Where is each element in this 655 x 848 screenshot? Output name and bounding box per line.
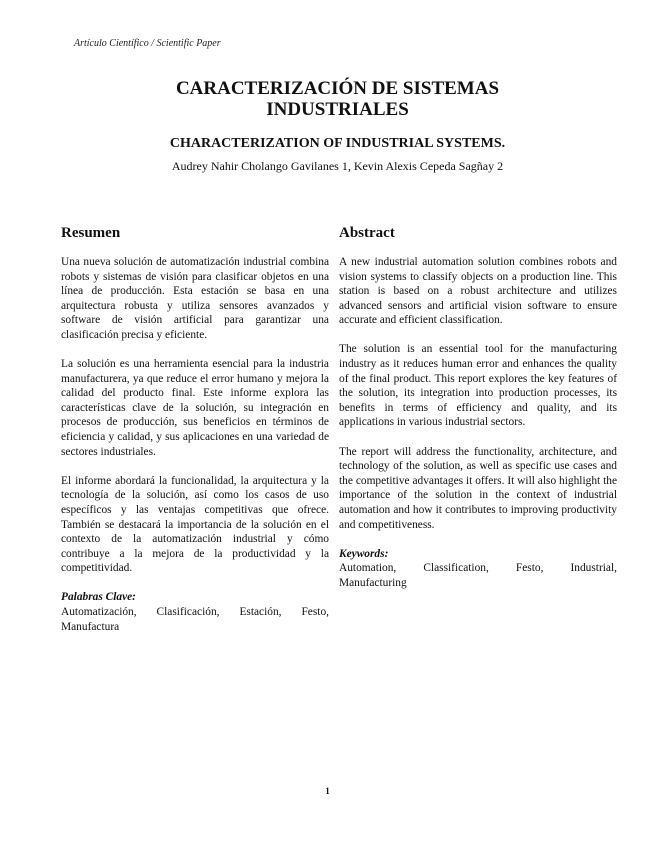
- abstract-keywords-line-2: Manufacturing: [339, 576, 407, 589]
- resumen-heading: Resumen: [61, 225, 121, 241]
- resumen-paragraph-2: La solución es una herramienta esencial para la industria manufacturera, ya que reduce el error humano y mejora la calidad del producto final. Este informe explora las características clave de la solución, su integración en procesos de producción, sus beneficios en términos de eficiencia y calidad, y sus aplicaciones en una variedad de sectores industriales.: [61, 358, 329, 458]
- abstract-paragraph-1: A new industrial automation solution combines robots and vision systems to classify objects on a production line. This station is based on a robust architecture and utilizes advanced sensors and artificial vision software to ensure accurate and efficient classification.: [339, 256, 617, 327]
- resumen-paragraph-3: El informe abordará la funcionalidad, la arquitectura y la tecnología de la solución, así como los casos de uso específicos y las ventajas competitivas que ofrece. También se destacará la importancia de la solución en el contexto de la automatización industrial y cómo contribuye a la mejora de la productividad y la competitividad.: [61, 474, 329, 575]
- abstract-paragraph-3: The report will address the functionality, architecture, and technology of the solution, as well as specific use cases and the competitive advantages it offers. It will also highlight the importance of the solution in the context of industrial automation and how it contributes to improving productivity and competitiveness.: [339, 445, 617, 531]
- abstract-keywords-line-1: Automation, Classification, Festo, Industrial,: [339, 562, 617, 575]
- abstract-keywords-label: Keywords:: [339, 547, 389, 560]
- paper-title: [120, 78, 555, 120]
- resumen-keywords-label: Palabras Clave:: [61, 591, 136, 604]
- paper-title-line-1: CARACTERIZACIÓN DE SISTEMAS: [175, 78, 500, 99]
- abstract-paragraph-2: The solution is an essential tool for the manufacturing industry as it reduces human error and enhances the quality of the final product. This report explores the key features of the solution, its integration into production processes, its benefits in terms of efficiency and quality, and its applications in various industrial sectors.: [339, 343, 617, 429]
- resumen-paragraph-1: Una nueva solución de automatización industrial combina robots y sistemas de visión para clasificar objetos en una línea de producción. Esta estación se basa en una arquitectura robusta y utiliza sensores avanzados y software de visión artificial para garantizar una clasificación precisa y eficiente.: [61, 256, 329, 341]
- paper-title-line-2: INDUSTRIALES: [266, 99, 409, 120]
- author-list: Audrey Nahir Cholango Gavilanes 1, Kevin Alexis Cepeda Sagñay 2: [171, 159, 504, 173]
- page-number: 1: [325, 786, 330, 796]
- resumen-column: [61, 225, 329, 634]
- paper-subtitle: CHARACTERIZATION OF INDUSTRIAL SYSTEMS.: [169, 136, 506, 151]
- abstract-column: [339, 225, 617, 590]
- abstract-heading: Abstract: [339, 225, 395, 241]
- resumen-keywords-line-1: Automatización, Clasificación, Estación, Festo,: [61, 605, 329, 618]
- resumen-keywords-line-2: Manufactura: [61, 620, 120, 633]
- running-header: Artículo Científico / Scientific Paper: [74, 38, 221, 49]
